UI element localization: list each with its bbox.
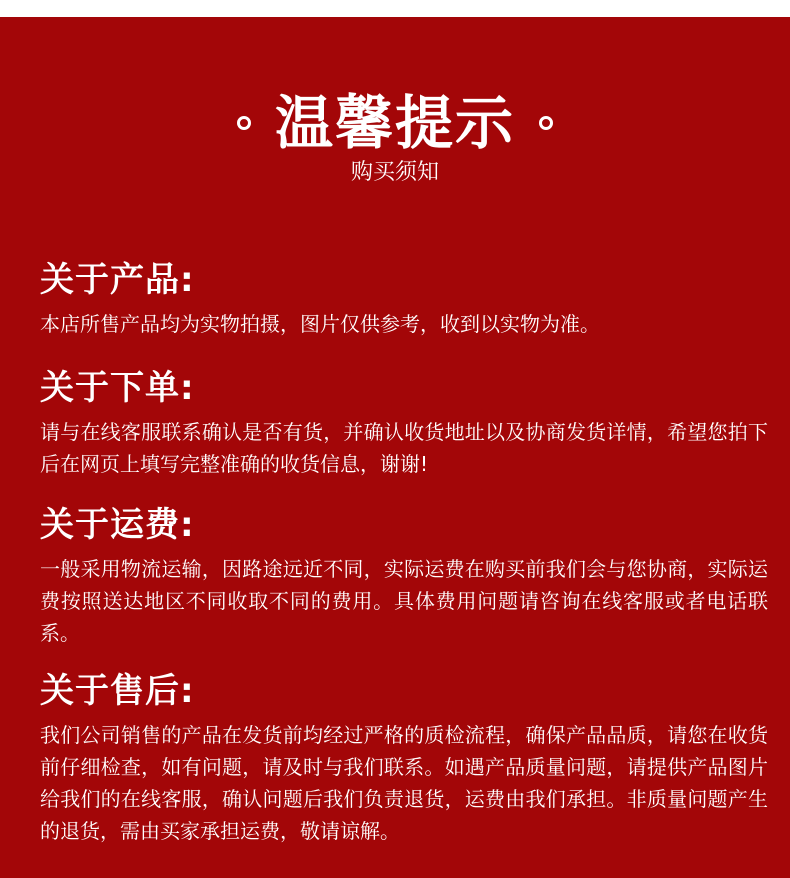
- title-row: [0, 83, 790, 163]
- section-body: 本店所售产品均为实物拍摄，图片仅供参考，收到以实物为准。: [40, 312, 600, 336]
- section-body: 一般采用物流运输，因路途远近不同，实际运费在购买前我们会与您协商，实际运费按照送达地区不同收取不同的费用。具体费用问题请咨询在线客服或者电话联系。: [40, 557, 768, 645]
- page-subtitle: 购买须知: [350, 160, 439, 185]
- section-body: 我们公司销售的产品在发货前均经过严格的质检流程，确保产品品质，请您在收货前仔细检查，如有问题，请及时与我们联系。如遇产品质量问题，请提供产品图片给我们的在线客服，确认问题后我们负责退货，运费由我们承担。非质量问题产生的退货，需由买家承担运费，敬请谅解。: [40, 723, 768, 843]
- section-heading: 关于下单:: [40, 368, 195, 408]
- section-heading: 关于产品:: [40, 260, 195, 300]
- section-heading: 关于售后:: [40, 671, 195, 711]
- page-title: 温馨提示: [274, 89, 515, 157]
- section-order: [40, 368, 768, 480]
- section-after-sales: [40, 671, 768, 847]
- right-circle-ornament-icon: [539, 116, 553, 130]
- notice-panel: [0, 17, 790, 878]
- section-shipping: [40, 505, 768, 649]
- section-body: 请与在线客服联系确认是否有货，并确认收货地址以及协商发货详情，希望您拍下后在网页上填写完整准确的收货信息，谢谢!: [40, 420, 768, 476]
- section-product: [40, 260, 768, 340]
- section-heading: 关于运费:: [40, 505, 195, 545]
- left-circle-ornament-icon: [237, 116, 251, 130]
